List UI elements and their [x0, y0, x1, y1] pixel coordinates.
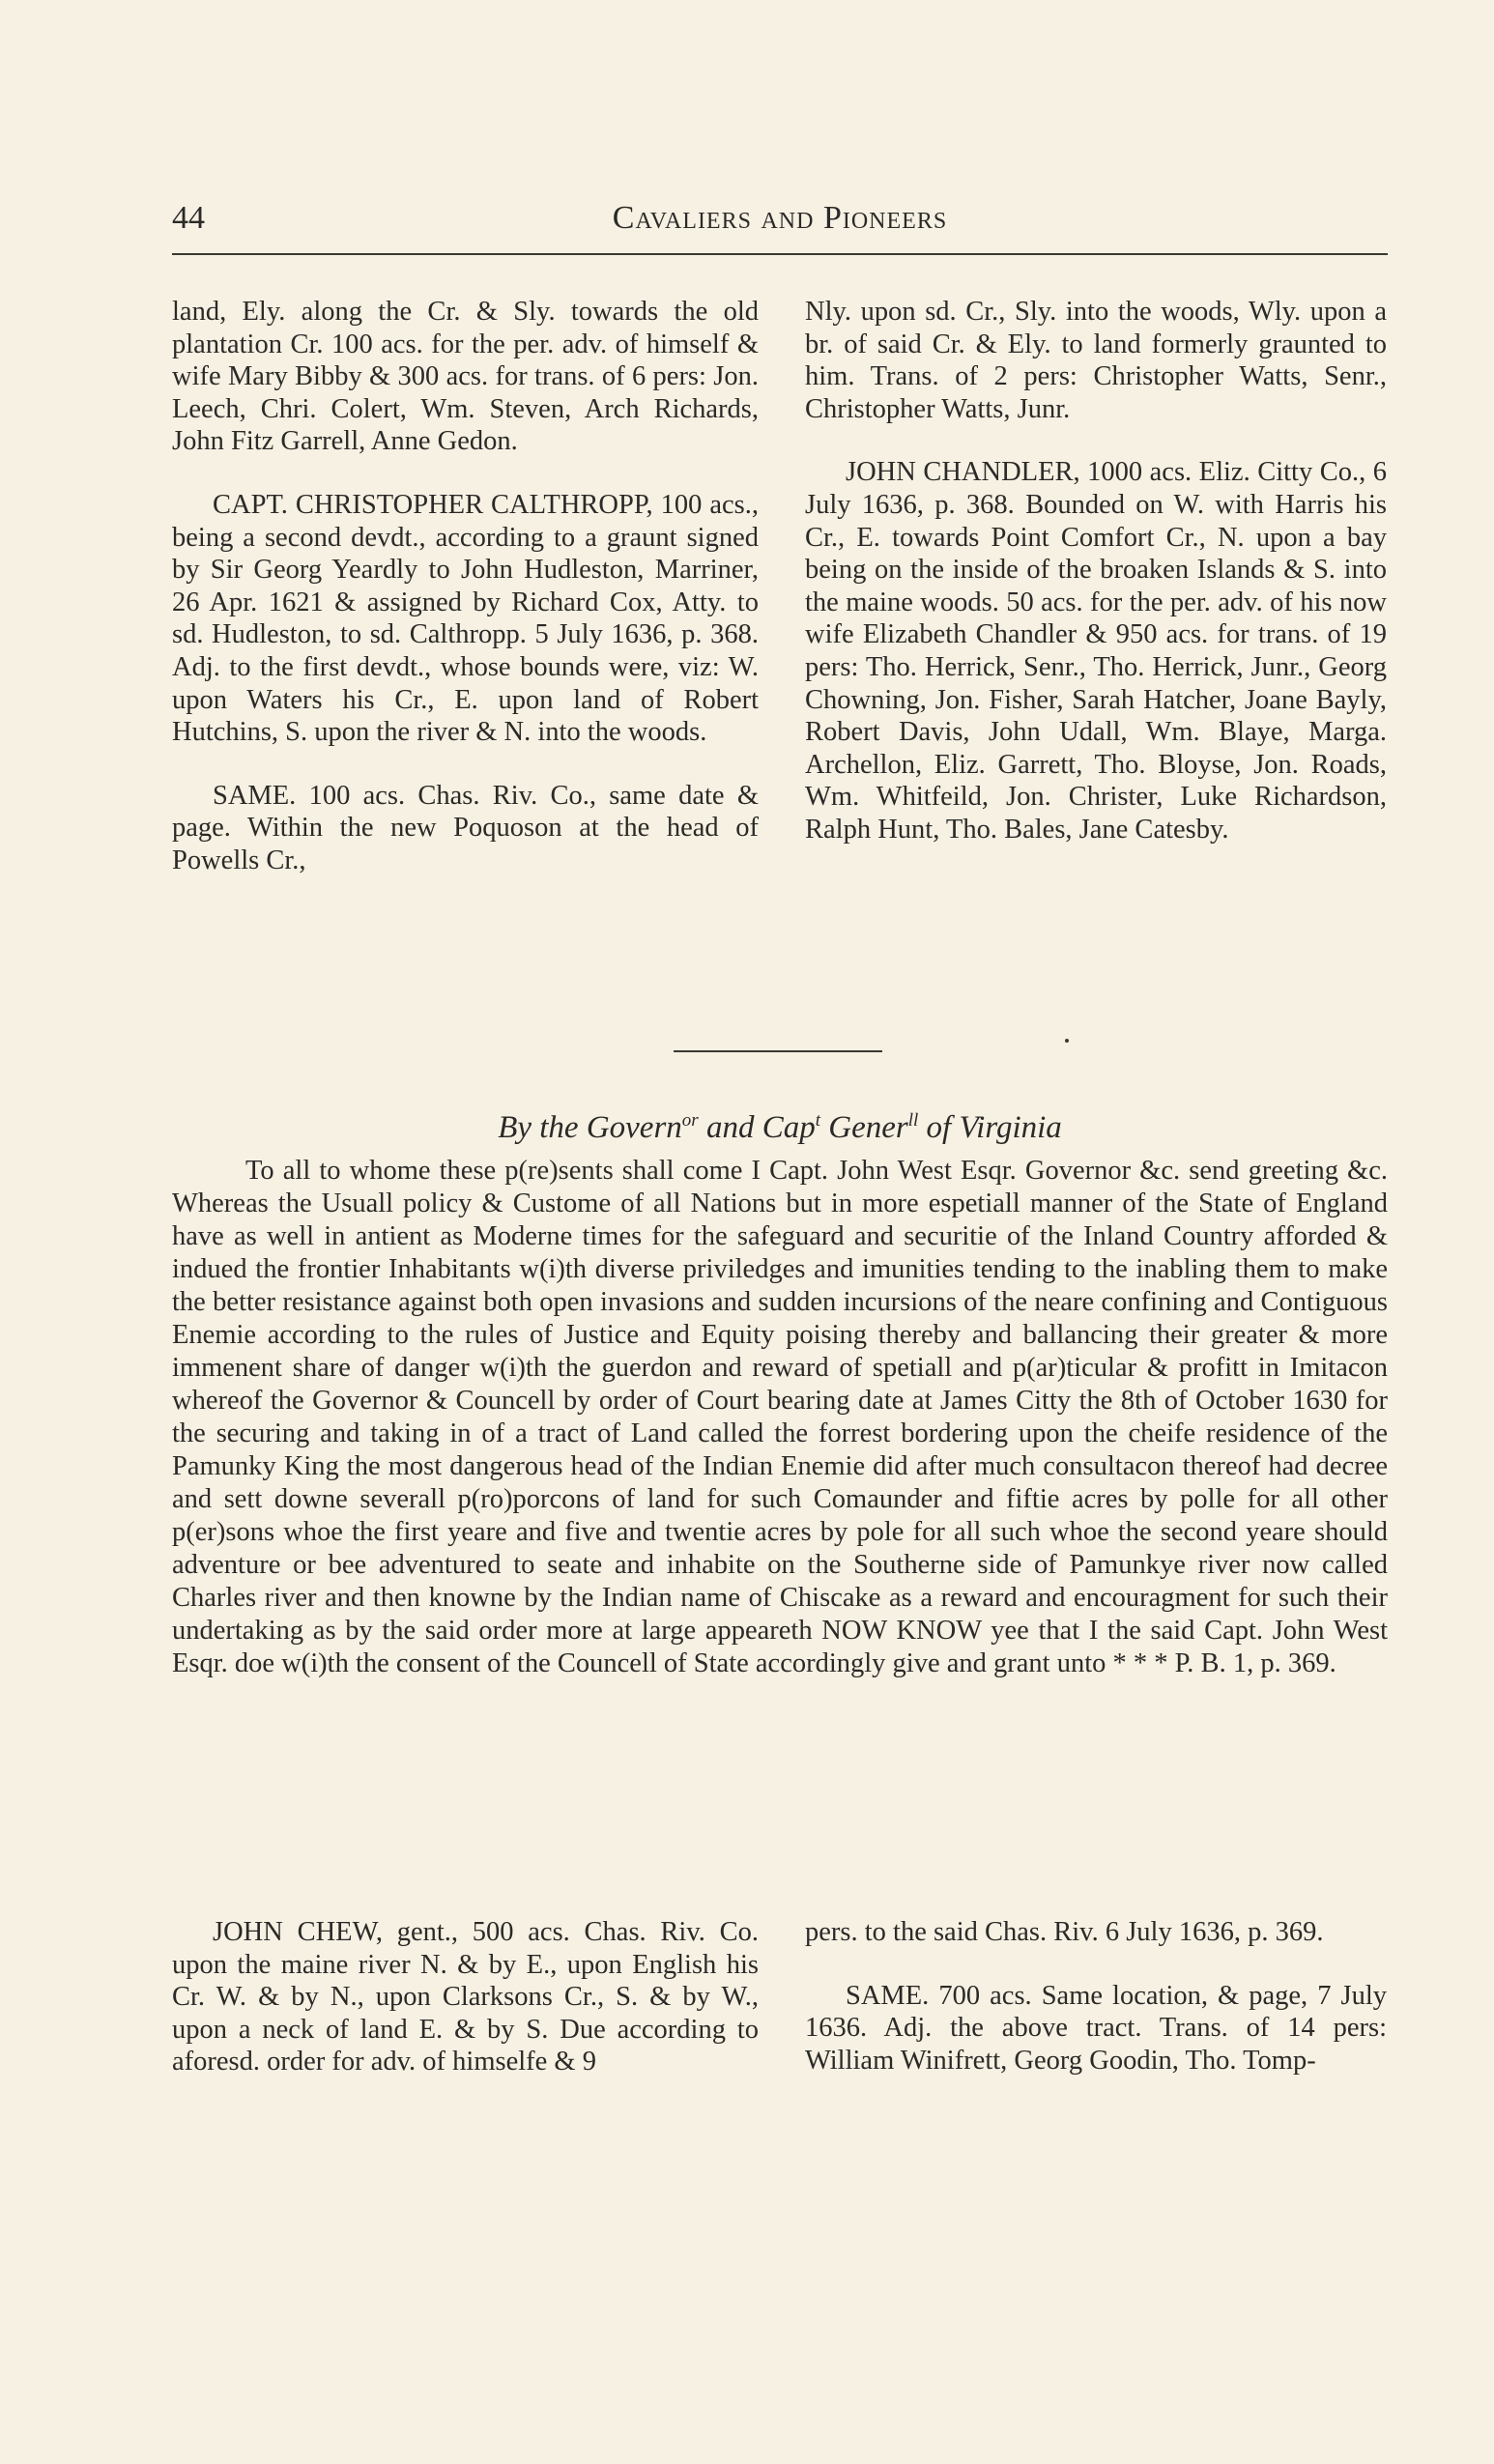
left-column-top: [172, 296, 759, 908]
heading-part: of Virginia: [918, 1110, 1062, 1145]
entry-chew: JOHN CHEW, gent., 500 acs. Chas. Riv. Co. upon the maine river N. & by E., upon English his Cr. W. & by N., upon Clarksons Cr., S. & by W., upon a neck of land E. & by S. Due according to aforesd. order for adv. of himselfe & 9: [172, 1917, 759, 2077]
section-divider: [674, 1050, 882, 1052]
heading-superscript: ll: [907, 1110, 919, 1131]
header-rule: [172, 253, 1388, 255]
proclamation-text: To all to whome these p(re)sents shall come I Capt. John West Esqr. Governor &c. send greeting &c. Whereas the Usuall policy & Custome of all Nations but in more espetiall manner of the State of England have as well in antient as Moderne times for the safeguard and securitie of the Inland Country afforded & indued the frontier Inhabitants w(i)th diverse priviledges and imunities tending to the inabling them to make the better resistance against both open invasions and sudden incursions of the neare confining and Contiguous Enemie according to the rules of Justice and Equity poising thereby and ballancing their greater & more immenent share of danger w(i)th the guerdon and reward of spetiall and p(ar)ticular & profitt in Imitacon whereof the Governor & Councell by order of Court bearing date at James Citty the 8th of October 1630 for the securing and taking in of a tract of Land called the forrest bordering upon the cheife residence of the Pamunky King the most dangerous head of the Indian Enemie did after much consultacon thereof had decree and sett downe severall p(ro)porcons of land for such Comaunder and fiftie acres by polle for all other p(er)sons whoe the first yeare and five and twentie acres by pole for all such whoe the second yeare should adventure or bee adventured to seate and inhabite on the Southerne side of Pamunkye river now called Charles river and then knowne by the Indian name of Chiscake as a reward and encouragment for such their undertaking as by the said order more at large appeareth NOW KNOW yee that I the said Capt. John West Esqr. doe w(i)th the consent of the Councell of State accordingly give and grant unto * * * P. B. 1, p. 369.: [172, 1156, 1388, 1678]
entry-continuation: land, Ely. along the Cr. & Sly. towards the old plantation Cr. 100 acs. for the per. adv. of himself & wife Mary Bibby & 300 acs. for trans. of 6 pers: Jon. Leech, Chri. Colert, Wm. Steven, Arch Richards, John Fitz Garrell, Anne Gedon.: [172, 297, 759, 457]
left-column-bottom: [172, 1916, 759, 2109]
proclamation-heading: [172, 1097, 1388, 1152]
heading-superscript: t: [815, 1110, 820, 1131]
running-title: Cavaliers and Pioneers: [612, 200, 948, 236]
page-header: [172, 193, 1388, 244]
right-column-top: [805, 296, 1387, 877]
proclamation-body: [172, 1155, 1388, 1680]
entry-chew-continuation: pers. to the said Chas. Riv. 6 July 1636, p. 369.: [805, 1917, 1324, 1947]
heading-part: Gener: [820, 1110, 908, 1145]
stray-mark: [1065, 1039, 1069, 1043]
entry-calthropp: CAPT. CHRISTOPHER CALTHROPP, 100 acs., being a second devdt., according to a graunt signed by Sir Georg Yeardly to John Hudleston, Marriner, 26 Apr. 1621 & assigned by Richard Cox, Atty. to sd. Hudleston, to sd. Calthropp. 5 July 1636, p. 368. Adj. to the first devdt., whose bounds were, viz: W. upon Waters his Cr., E. upon land of Robert Hutchins, S. upon the river & N. into the woods.: [172, 489, 759, 748]
right-column-bottom: [805, 1916, 1387, 2107]
entry-chandler: JOHN CHANDLER, 1000 acs. Eliz. Citty Co., 6 July 1636, p. 368. Bounded on W. with Harris his Cr., E. towards Point Comfort Cr., N. upon a bay being on the inside of the broaken Islands & S. into the maine woods. 50 acs. for the per. adv. of his now wife Elizabeth Chandler & 950 acs. for trans. of 19 pers: Tho. Herrick, Senr., Tho. Herrick, Junr., Georg Chowning, Jon. Fisher, Sarah Hatcher, Joane Bayly, Robert Davis, John Udall, Wm. Blaye, Marga. Archellon, Eliz. Garrett, Tho. Bloyse, Jon. Roads, Wm. Whitfeild, Jon. Christer, Luke Richardson, Ralph Hunt, Tho. Bales, Jane Catesby.: [805, 457, 1387, 845]
entry-same-calthropp: SAME. 100 acs. Chas. Riv. Co., same date & page. Within the new Poquoson at the head of Powells Cr.,: [172, 780, 759, 875]
heading-part: By the Govern: [498, 1110, 682, 1145]
page-number: 44: [172, 200, 205, 236]
entry-continuation-right: Nly. upon sd. Cr., Sly. into the woods, Wly. upon a br. of said Cr. & Ely. to land formerly graunted to him. Trans. of 2 pers: Christopher Watts, Senr., Christopher Watts, Junr.: [805, 297, 1387, 424]
heading-superscript: or: [681, 1110, 699, 1131]
heading-part: and Cap: [698, 1110, 816, 1145]
entry-same-chew: SAME. 700 acs. Same location, & page, 7 July 1636. Adj. the above tract. Trans. of 14 pers: William Winifrett, Georg Goodin, Tho. Tomp-: [805, 1980, 1387, 2076]
